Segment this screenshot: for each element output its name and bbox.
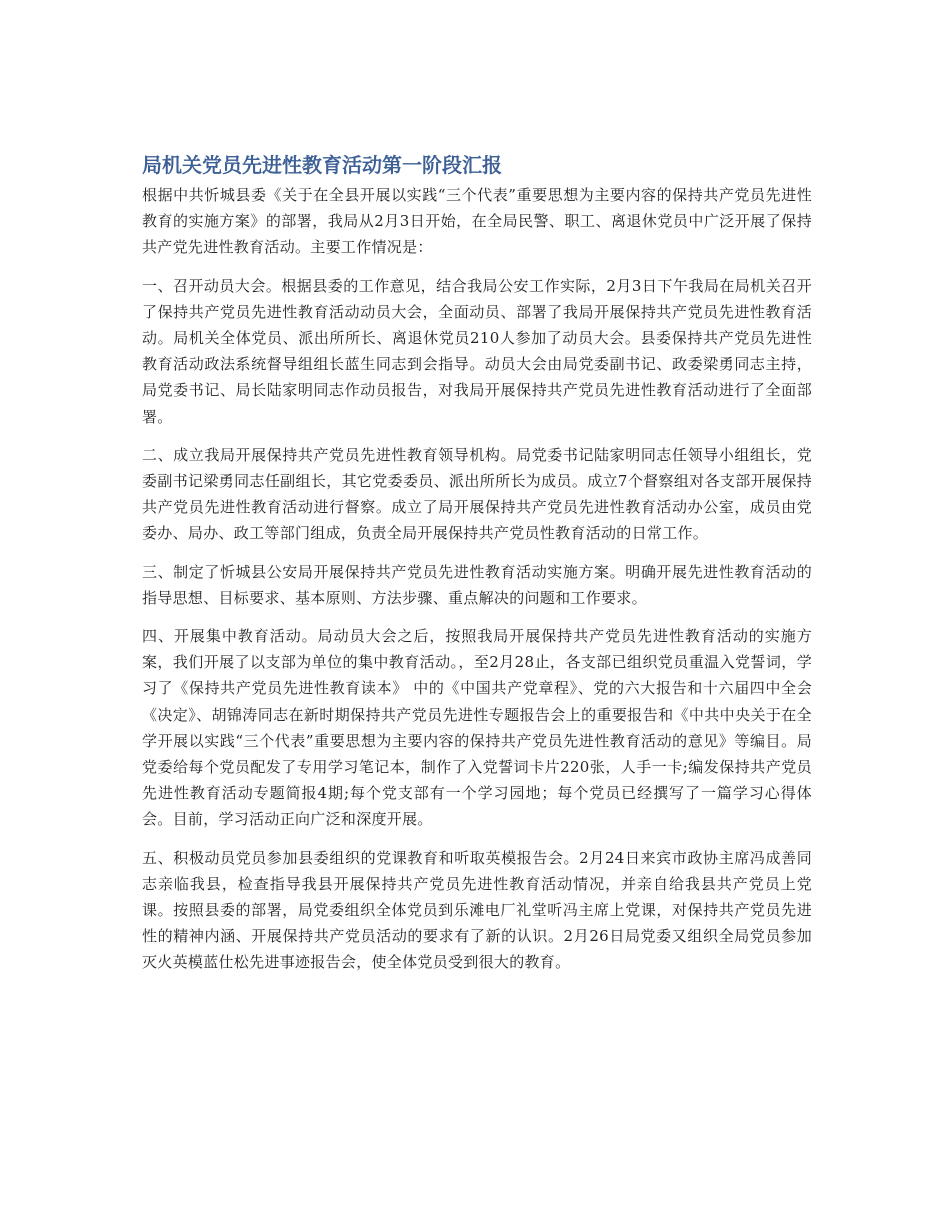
paragraph-section-5: 五、积极动员党员参加县委组织的党课教育和听取英模报告会。2月24日来宾市政协主席冯成善同志亲临我县，检查指导我县开展保持共产党员先进性教育活动情况，并亲自给我县共产党员上党课。按照县委的部署，局党委组织全体党员到乐滩电厂礼堂听冯主席上党课，对保持共产党员先进性的精神内涵、开展保持共产党员活动的要求有了新的认识。2月26日局党委又组织全局党员参加灭火英模蓝仕松先进事迹报告会，使全体党员受到很大的教育。 — [142, 848, 812, 972]
paragraph-section-1: 一、召开动员大会。根据县委的工作意见，结合我局公安工作实际，2月3日下午我局在局机关召开了保持共产党员先进性教育活动动员大会，全面动员、部署了我局开展保持共产党员先进性教育活动。局机关全体党员、派出所所长、离退休党员210人参加了动员大会。县委保持共产党员先进性教育活动政法系统督导组组长蓝生同志到会指导。动员大会由局党委副书记、政委梁勇同志主持，局党委书记、局长陆家明同志作动员报告，对我局开展保持共产党员先进性教育活动进行了全面部署。 — [142, 276, 812, 426]
paragraph-section-4: 四、开展集中教育活动。局动员大会之后，按照我局开展保持共产党员先进性教育活动的实施方案，我们开展了以支部为单位的集中教育活动。，至2月28止，各支部已组织党员重温入党誓词，学习了《保持共产党员先进性教育读本》 中的《中国共产党章程》、党的六大报告和十六届四中全会《决定》、胡锦涛同志在新时期保持共产党员先进性专题报告会上的重要报告和《中共中央关于在全学开展以实践“三个代表”重要思想为主要内容的保持共产党员先进性教育活动的意见》等编目。局党委给每个党员配发了专用学习笔记本，制作了入党誓词卡片220张，人手一卡;编发保持共产党员先进性教育活动专题简报4期;每个党支部有一个学习园地；每个党员已经撰写了一篇学习心得体会。目前，学习活动正向广泛和深度开展。 — [142, 627, 812, 829]
document-title: 局机关党员先进性教育活动第一阶段汇报 — [142, 153, 502, 177]
paragraph-section-2: 二、成立我局开展保持共产党员先进性教育领导机构。局党委书记陆家明同志任领导小组组长，党委副书记梁勇同志任副组长，其它党委委员、派出所所长为成员。成立7个督察组对各支部开展保持共产党员先进性教育活动进行督察。成立了局开展保持共产党员先进性教育活动办公室，成员由党委办、局办、政工等部门组成，负责全局开展保持共产党员性教育活动的日常工作。 — [142, 445, 812, 543]
paragraph-section-3: 三、制定了忻城县公安局开展保持共产党员先进性教育活动实施方案。明确开展先进性教育活动的指导思想、目标要求、基本原则、方法步骤、重点解决的问题和工作要求。 — [142, 562, 812, 607]
paragraph-intro: 根据中共忻城县委《关于在全县开展以实践“三个代表”重要思想为主要内容的保持共产党员先进性教育的实施方案》的部署，我局从2月3日开始，在全局民警、职工、离退休党员中广泛开展了保持共产党先进性教育活动。主要工作情况是： — [142, 186, 812, 257]
document-page — [142, 148, 812, 988]
